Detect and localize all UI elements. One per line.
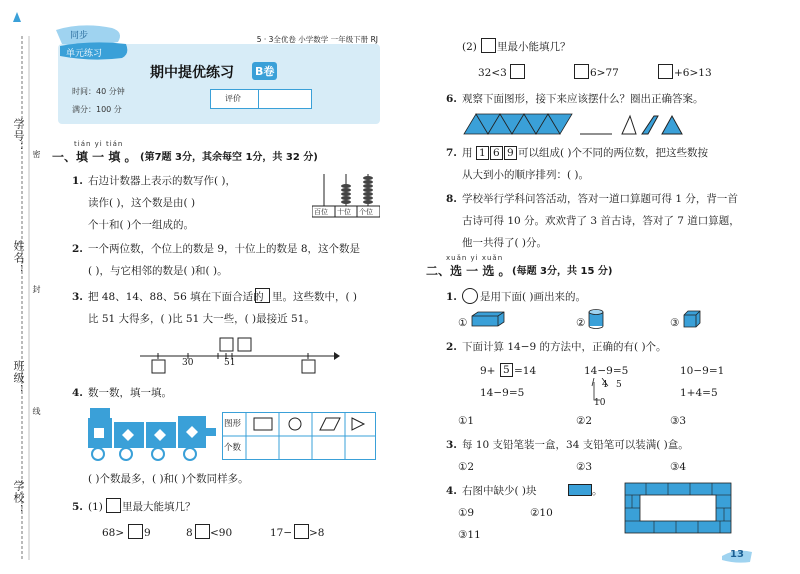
q2-line2: ( )，与它相邻的数是( )和( )。	[88, 265, 228, 277]
q5b-expr3: +6>13	[674, 67, 712, 79]
s2-text: 下面计算 14−9 的方法中，正确的有( )个。	[462, 341, 667, 353]
q6-text: 观察下面图形，接下来应该摆什么？圈出正确答案。	[462, 93, 704, 105]
s1-number: 1.	[446, 291, 457, 303]
q5-box-icon	[106, 498, 121, 513]
s2-option3[interactable]: ③3	[670, 415, 687, 427]
section1-pinyin: tián yi tián	[74, 140, 124, 148]
s2-option1[interactable]: ①1	[458, 415, 475, 427]
q8-line3: 他一共得了( )分。	[462, 237, 548, 249]
q5-part1-label: (1)	[88, 501, 103, 513]
s4-option1[interactable]: ①9	[458, 507, 475, 519]
q7-line1b: 可以组成( )个不同的两位数，把这些数按	[518, 147, 709, 159]
q4-text: 数一数，填一填。	[88, 387, 172, 399]
s4-option3[interactable]: ③11	[458, 529, 481, 541]
q5-expr3b: >8	[309, 527, 325, 539]
q5-part2-label: (2)	[462, 41, 477, 53]
page-title: 期中提优练习	[150, 65, 234, 81]
q7-line1a: 用	[462, 147, 473, 159]
s2-method3b: 1+4=5	[680, 387, 718, 399]
s3-text: 每 10 支铅笔装一盒，34 支铅笔可以装满( )盒。	[462, 439, 689, 451]
digit-card-1: 1	[476, 146, 489, 160]
q1-line1: 右边计数器上表示的数写作( )，	[88, 175, 237, 187]
s4-text-b: 。	[592, 485, 603, 497]
q2-number: 2.	[72, 243, 83, 255]
section2-note: (每题 3分，共 15 分)	[512, 266, 613, 277]
train-picture	[86, 404, 220, 462]
abacus-tens: 十位	[337, 208, 351, 216]
brick-wall-figure	[624, 482, 732, 534]
q3-line2: 比 51 大得多，( )比 51 大一些，( )最接近 51。	[88, 313, 315, 325]
q3-line1a: 把 48、14、88、56 填在下面合适的	[88, 291, 264, 303]
s4-number: 4.	[446, 485, 457, 497]
q5-expr2-box[interactable]	[195, 524, 210, 539]
cube-icon	[683, 310, 701, 328]
s4-text-a: 右图中缺少( )块	[462, 485, 537, 497]
digit-card-9: 9	[504, 146, 517, 160]
binder-strip	[0, 0, 44, 574]
q5b-expr3-box[interactable]	[658, 64, 673, 79]
q5-expr2a: 8	[186, 527, 193, 539]
s2-option2[interactable]: ②2	[576, 415, 593, 427]
q7-line2: 从大到小的顺序排列：( )。	[462, 169, 590, 181]
brick-icon	[568, 484, 592, 496]
q4-number: 4.	[72, 387, 83, 399]
q8-line2: 古诗可得 10 分。欢欢背了 3 首古诗，答对了 7 道口算题，	[462, 215, 740, 227]
q5-part1-text: 里最大能填几？	[122, 501, 196, 513]
section1-title: 一、填 一 填 。	[52, 150, 137, 164]
q1-number: 1.	[72, 175, 83, 187]
class-label: 班级：	[12, 360, 25, 396]
q5b-expr1: 32<3	[478, 67, 507, 79]
badge-line2: 单元练习	[66, 49, 103, 59]
abacus-ones: 个位	[359, 208, 373, 216]
s2-split-10: 10	[594, 398, 606, 408]
s2-number: 2.	[446, 341, 457, 353]
q5-expr3a: 17−	[270, 527, 293, 539]
page-number-badge	[718, 546, 754, 566]
digit-card-6: 6	[490, 146, 503, 160]
q8-line1: 学校举行学科问答活动，答对一道口算题可得 1 分，背一首	[462, 193, 738, 205]
cuboid-icon	[470, 310, 506, 328]
series-label: 5 · 3全优卷 小学数学 一年级下册 RJ	[256, 35, 378, 44]
q3-number: 3.	[72, 291, 83, 303]
q1-line2: 读作( )，这个数是由( )	[88, 197, 196, 209]
s1-option3-label[interactable]: ③	[670, 317, 680, 329]
score-label: 满分：100 分	[72, 105, 122, 114]
s2-method3a: 10−9=1	[680, 365, 725, 377]
student-id-label: 学号：	[12, 118, 25, 154]
q5-expr1-box[interactable]	[128, 524, 143, 539]
table-row-shapes: 图形	[224, 419, 242, 429]
shape-count-table	[222, 412, 376, 460]
s3-number: 3.	[446, 439, 457, 451]
section2-pinyin: xuǎn yi xuǎn	[446, 254, 504, 262]
q1-line3: 个十和( )个一组成的。	[88, 219, 195, 231]
s1-text: 是用下面( )画出来的。	[480, 291, 587, 303]
badge	[52, 22, 122, 58]
title-suffix-badge: B卷	[252, 62, 277, 80]
q5b-expr2: 6>77	[590, 67, 619, 79]
q4-answer-line: ( )个数最多，( )和( )个数同样多。	[88, 473, 249, 485]
student-name-label: 姓名：	[12, 240, 25, 276]
q5b-expr2-box[interactable]	[574, 64, 589, 79]
s2-split-4: 4	[602, 380, 608, 390]
seal-mark-3: 线	[32, 407, 41, 416]
seal-mark-2: 封	[32, 285, 41, 294]
q5-part2-text: 里最小能填几？	[497, 41, 571, 53]
badge-line1: 同步	[70, 31, 89, 41]
q5-expr3-box[interactable]	[294, 524, 309, 539]
q5-number: 5.	[72, 501, 83, 513]
abacus-hundreds: 百位	[314, 208, 328, 216]
s2-method1c: =14	[514, 365, 537, 377]
s2-method1a: 9+	[480, 365, 496, 377]
seal-mark-1: 密	[32, 150, 41, 159]
section2-title: 二、选 一 选 。	[426, 264, 511, 278]
table-row-count: 个数	[224, 443, 242, 453]
grade-value-cell[interactable]	[258, 89, 312, 109]
q7-number: 7.	[446, 147, 457, 159]
q5b-box-icon	[481, 38, 496, 53]
section1-note: (第7题 3分，其余每空 1分，共 32 分)	[140, 152, 318, 163]
q5-expr1a: 68>	[102, 527, 125, 539]
pattern-figure	[462, 112, 692, 136]
number-line	[140, 334, 340, 378]
tick-51: 51	[224, 358, 236, 368]
s4-option2[interactable]: ②10	[530, 507, 553, 519]
q5b-expr1-box[interactable]	[510, 64, 525, 79]
q8-number: 8.	[446, 193, 457, 205]
grade-label-cell: 评价	[210, 89, 260, 109]
circle-icon	[462, 288, 478, 304]
q5-expr1b: 9	[144, 527, 151, 539]
q5-expr2b: <90	[210, 527, 233, 539]
s1-option1-label[interactable]: ①	[458, 317, 468, 329]
s3-option3[interactable]: ③4	[670, 461, 687, 473]
q3-line1b: 里。这些数中，( )	[272, 291, 358, 303]
s2-split-5: 5	[616, 380, 622, 390]
s1-option2-label[interactable]: ②	[576, 317, 586, 329]
q2-line1: 一个两位数，个位上的数是 9，十位上的数是 8，这个数是	[88, 243, 361, 255]
s3-option1[interactable]: ①2	[458, 461, 475, 473]
s2-method2a: 14−9=5	[584, 365, 629, 377]
tick-30: 30	[182, 358, 194, 368]
s2-method1-box: 5	[500, 363, 513, 377]
cylinder-icon	[588, 309, 604, 329]
s2-method1d: 14−9=5	[480, 387, 525, 399]
abacus-image	[312, 172, 380, 218]
school-label: 学校：	[12, 480, 25, 516]
page-number: 13	[730, 549, 744, 560]
s3-option2[interactable]: ②3	[576, 461, 593, 473]
time-label: 时间：40 分钟	[72, 87, 125, 96]
q6-number: 6.	[446, 93, 457, 105]
q3-box-icon	[255, 288, 270, 303]
